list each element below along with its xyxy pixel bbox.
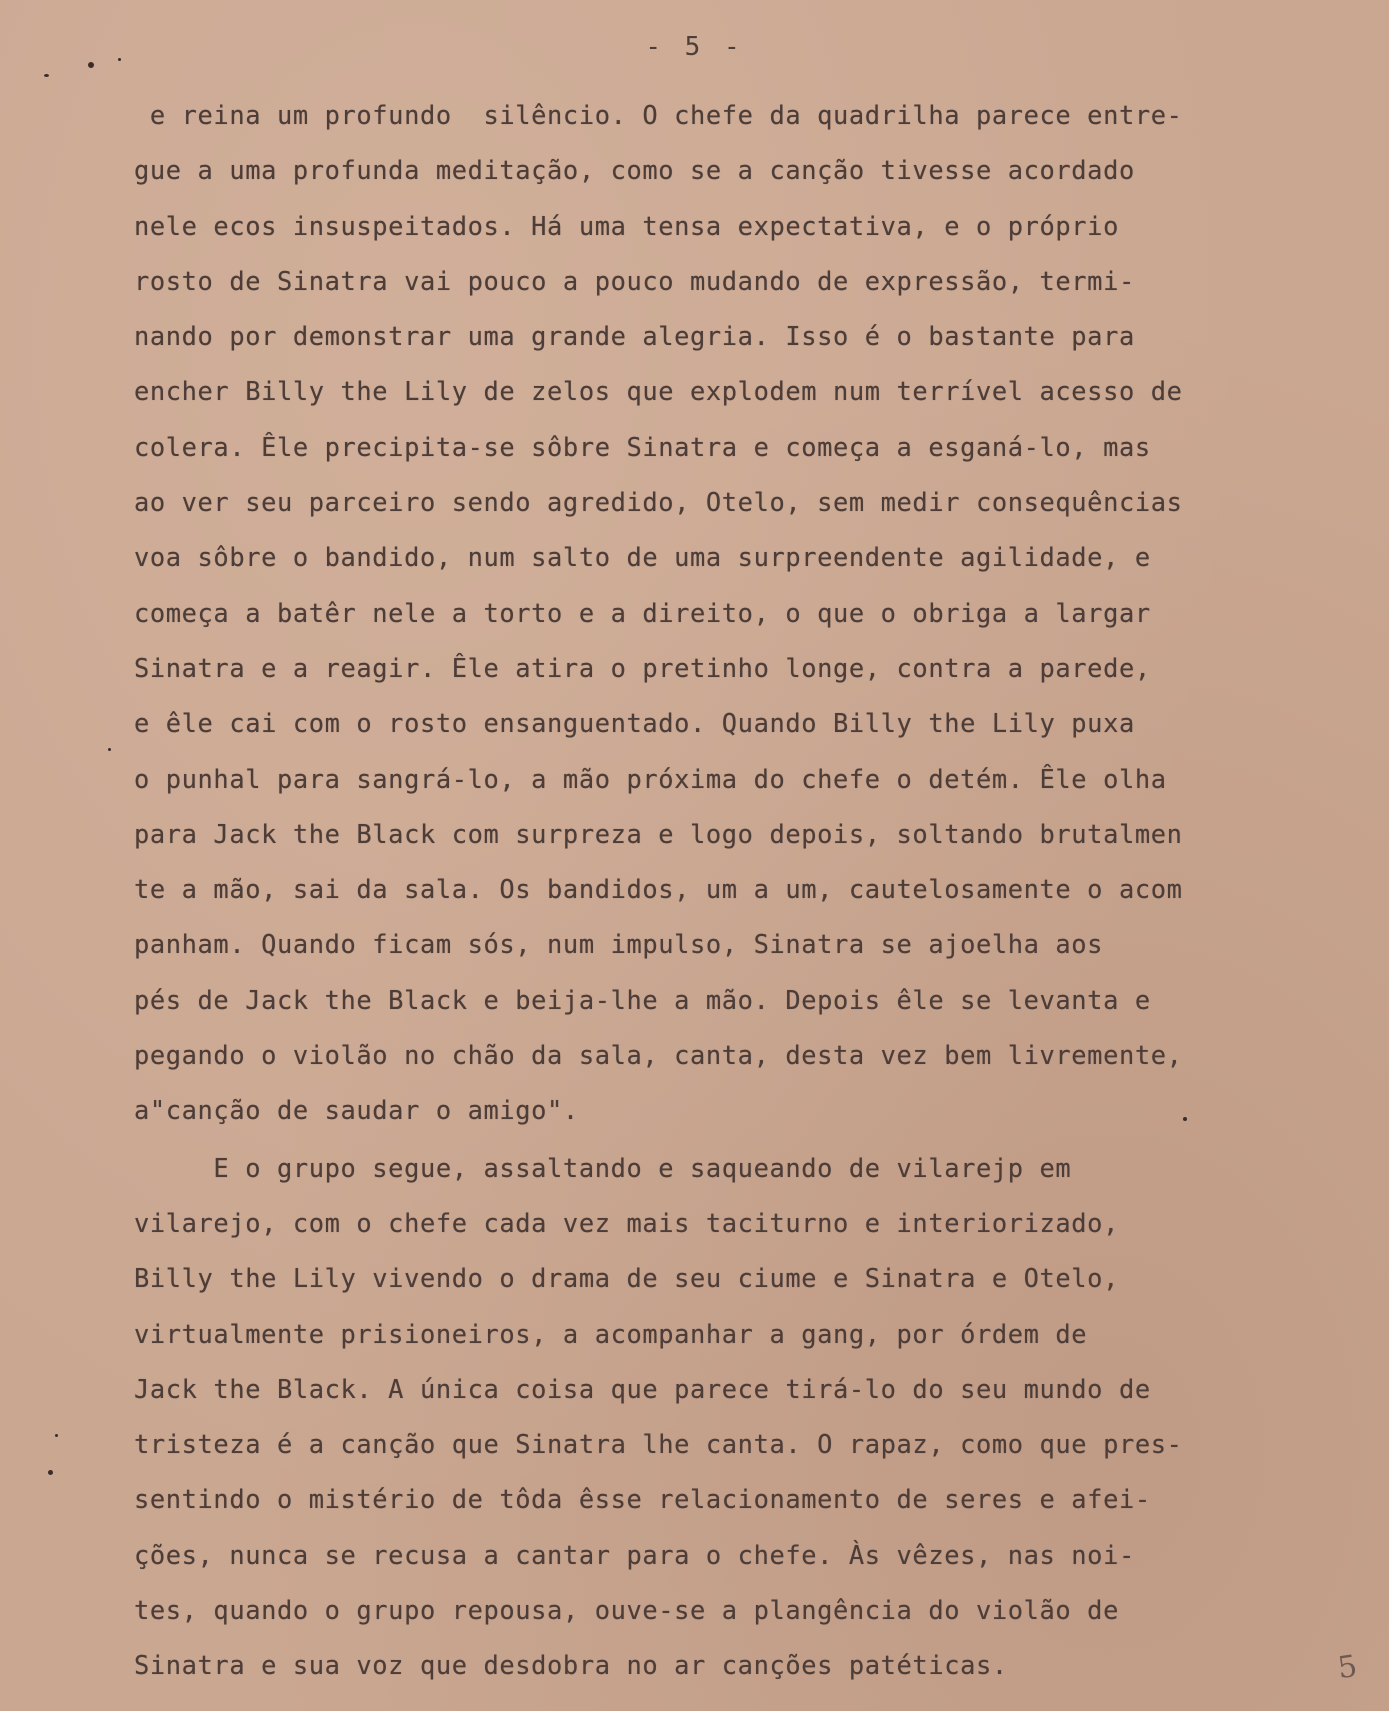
text-line: E o grupo segue, assaltando e saqueando de vilarejp em <box>134 1152 1072 1183</box>
text-line: panham. Quando ficam sós, num impulso, Sinatra se ajoelha aos <box>134 929 1104 960</box>
ink-speck <box>118 58 121 61</box>
text-line: ções, nunca se recusa a cantar para o chefe. Às vêzes, nas noi- <box>134 1539 1135 1570</box>
text-line: colera. Êle precipita-se sôbre Sinatra e começa a esganá-lo, mas <box>134 431 1151 462</box>
text-line: Sinatra e sua voz que desdobra no ar canções patéticas. <box>134 1650 1008 1681</box>
text-line: gue a uma profunda meditação, como se a canção tivesse acordado <box>134 155 1135 186</box>
text-line: nando por demonstrar uma grande alegria. Isso é o bastante para <box>134 321 1135 352</box>
text-line: e reina um profundo silêncio. O chefe da quadrilha parece entre- <box>134 100 1183 130</box>
text-line: Jack the Black. A única coisa que parece tirá-lo do seu mundo de <box>134 1373 1151 1404</box>
text-line: a"canção de saudar o amigo". <box>134 1095 579 1126</box>
ink-speck <box>88 62 94 68</box>
body-text <box>134 88 1374 1694</box>
text-line: vilarejo, com o chefe cada vez mais taciturno e interiorizado, <box>134 1207 1119 1238</box>
text-line: rosto de Sinatra vai pouco a pouco mudando de expressão, termi- <box>134 265 1135 296</box>
ink-speck <box>48 1470 53 1475</box>
text-line: Billy the Lily vivendo o drama de seu ciume e Sinatra e Otelo, <box>134 1263 1119 1294</box>
text-line: começa a batêr nele a torto e a direito, o que o obriga a largar <box>134 597 1151 628</box>
text-line: pegando o violão no chão da sala, canta, desta vez bem livremente, <box>134 1040 1183 1071</box>
text-line: e êle cai com o rosto ensanguentado. Quando Billy the Lily puxa <box>134 708 1135 739</box>
text-line: Sinatra e a reagir. Êle atira o pretinho longe, contra a parede, <box>134 652 1151 683</box>
text-line: ao ver seu parceiro sendo agredido, Otelo, sem medir consequências <box>134 487 1183 518</box>
ink-speck <box>44 74 49 77</box>
text-line: o punhal para sangrá-lo, a mão próxima do chefe o detém. Êle olha <box>134 763 1167 794</box>
handwritten-page-mark: 5 <box>1335 1648 1360 1687</box>
paragraph-2 <box>134 1141 1374 1694</box>
text-line: encher Billy the Lily de zelos que explodem num terrível acesso de <box>134 376 1183 407</box>
paragraph-1 <box>134 88 1374 1139</box>
ink-speck <box>108 748 111 751</box>
text-line: virtualmente prisioneiros, a acompanhar a gang, por órdem de <box>134 1318 1088 1349</box>
page-number: - 5 - <box>645 32 744 62</box>
text-line: para Jack the Black com surpreza e logo depois, soltando brutalmen <box>134 818 1183 849</box>
ink-speck <box>55 1434 58 1437</box>
text-line: tristeza é a canção que Sinatra lhe canta. O rapaz, como que pres- <box>134 1429 1183 1460</box>
text-line: tes, quando o grupo repousa, ouve-se a plangência do violão de <box>134 1595 1119 1626</box>
text-line: nele ecos insuspeitados. Há uma tensa expectativa, e o próprio <box>134 210 1119 241</box>
ink-speck <box>1183 1117 1187 1121</box>
text-line: voa sôbre o bandido, num salto de uma surpreendente agilidade, e <box>134 542 1151 573</box>
text-line: sentindo o mistério de tôda êsse relacionamento de seres e afei- <box>134 1484 1151 1515</box>
text-line: te a mão, sai da sala. Os bandidos, um a um, cautelosamente o acom <box>134 874 1183 905</box>
text-line: pés de Jack the Black e beija-lhe a mão. Depois êle se levanta e <box>134 984 1151 1015</box>
